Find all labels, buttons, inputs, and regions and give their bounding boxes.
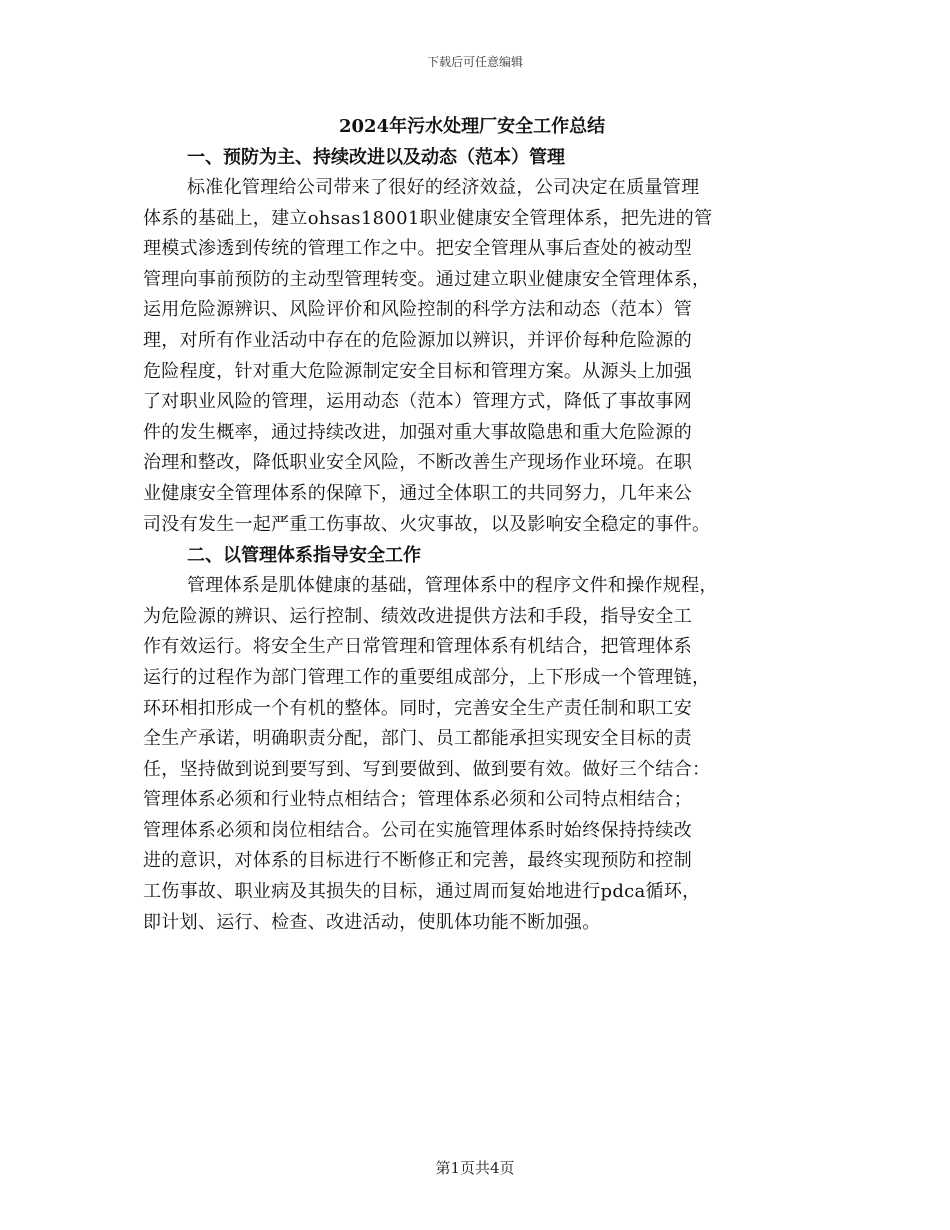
- section-1-paragraph: [143, 173, 803, 540]
- section-1-heading: 一、预防为主、持续改进以及动态（范本）管理: [187, 147, 565, 168]
- section-2-paragraph: [143, 571, 803, 938]
- paragraph-line: 为危险源的辨识、运行控制、绩效改进提供方法和手段，指导安全工: [143, 605, 692, 627]
- paragraph-line: 管理向事前预防的主动型管理转变。通过建立职业健康安全管理体系，: [143, 268, 711, 290]
- paragraph-line: 运用危险源辨识、风险评价和风险控制的科学方法和动态（范本）管: [143, 299, 692, 321]
- paragraph-line: 业健康安全管理体系的保障下，通过全体职工的共同努力，几年来公: [143, 482, 692, 504]
- document-body: [143, 111, 803, 938]
- paragraph-line: 运行的过程作为部门管理工作的重要组成部分，上下形成一个管理链，: [143, 666, 711, 688]
- paragraph-line: 理模式渗透到传统的管理工作之中。把安全管理从事后查处的被动型: [143, 238, 692, 260]
- paragraph-line: 作有效运行。将安全生产日常管理和管理体系有机结合，把管理体系: [143, 636, 692, 658]
- paragraph-line: 治理和整改，降低职业安全风险，不断改善生产现场作业环境。在职: [143, 452, 692, 474]
- paragraph-line: 任，坚持做到说到要写到、写到要做到、做到要有效。做好三个结合：: [143, 758, 711, 780]
- paragraph-line: 司没有发生一起严重工伤事故、火灾事故，以及影响安全稳定的事件。: [143, 513, 711, 535]
- document-title: 2024年污水处理厂安全工作总结: [339, 116, 606, 137]
- paragraph-line: 理，对所有作业活动中存在的危险源加以辨识，并评价每种危险源的: [143, 329, 692, 351]
- paragraph-line: 管理体系是肌体健康的基础，管理体系中的程序文件和操作规程，: [187, 575, 718, 597]
- paragraph-line: 工伤事故、职业病及其损失的目标，通过周而复始地进行pdca循环，: [143, 881, 701, 903]
- paragraph-line: 即计划、运行、检查、改进活动，使肌体功能不断加强。: [143, 911, 601, 933]
- paragraph-line: 管理体系必须和岗位相结合。公司在实施管理体系时始终保持持续改: [143, 819, 692, 841]
- paragraph-line: 标准化管理给公司带来了很好的经济效益，公司决定在质量管理: [187, 177, 700, 198]
- paragraph-line: 管理体系必须和行业特点相结合；管理体系必须和公司特点相结合；: [143, 789, 692, 811]
- page-header-note: 下载后可任意编辑: [426, 55, 523, 69]
- paragraph-line: 体系的基础上，建立ohsas18001职业健康安全管理体系，把先进的管: [143, 207, 713, 229]
- paragraph-line: 环环相扣形成一个有机的整体。同时，完善安全生产责任制和职工安: [143, 697, 692, 719]
- paragraph-line: 进的意识，对体系的目标进行不断修正和完善，最终实现预防和控制: [143, 850, 692, 872]
- paragraph-line: 全生产承诺，明确职责分配，部门、员工都能承担实现安全目标的责: [143, 728, 692, 750]
- section-2-heading: 二、以管理体系指导安全工作: [187, 545, 421, 567]
- paragraph-line: 件的发生概率，通过持续改进，加强对重大事故隐患和重大危险源的: [143, 421, 692, 443]
- paragraph-line: 了对职业风险的管理，运用动态（范本）管理方式，降低了事故事网: [143, 391, 692, 413]
- paragraph-line: 危险程度，针对重大危险源制定安全目标和管理方案。从源头上加强: [143, 360, 692, 382]
- page-number: 第1页共4页: [435, 1159, 515, 1177]
